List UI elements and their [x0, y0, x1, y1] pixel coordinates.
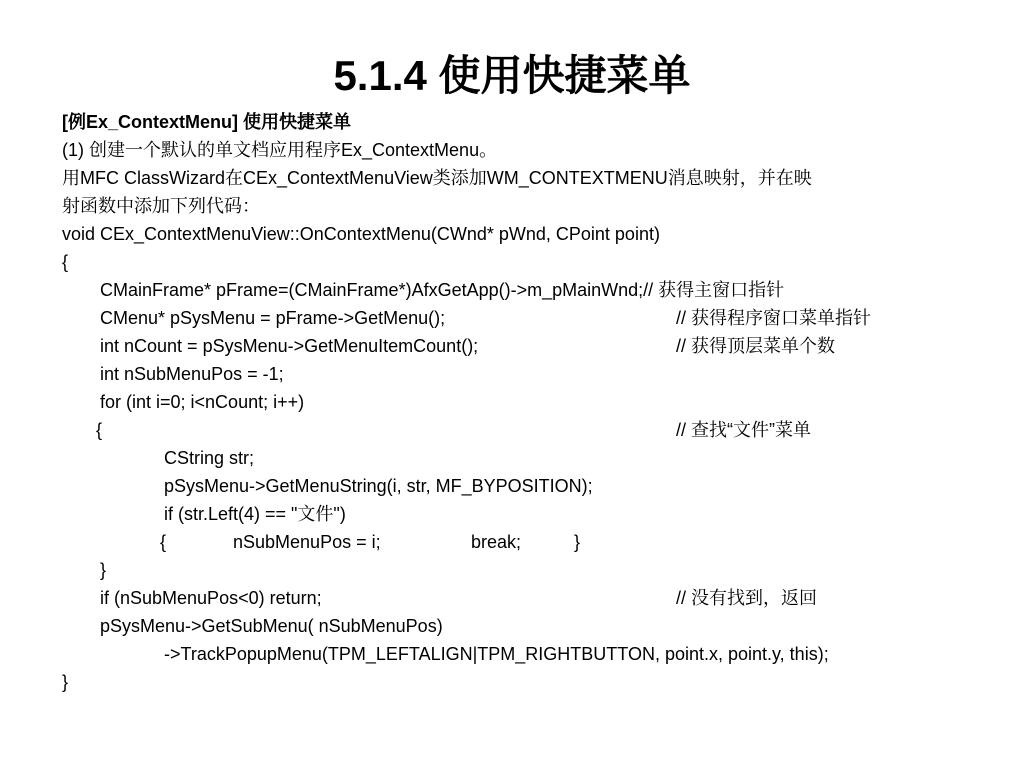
slide-title: 5.1.4 使用快捷菜单: [333, 52, 691, 99]
code-line-mainframe: CMainFrame* pFrame=(CMainFrame*)AfxGetApp()->m_pMainWnd;// 获得主窗口指针: [100, 280, 785, 300]
example-heading: [例Ex_ContextMenu] 使用快捷菜单: [62, 112, 352, 132]
code-line-count: int nCount = pSysMenu->GetMenuItemCount();: [100, 336, 479, 356]
close-brace: }: [62, 672, 69, 692]
function-signature: void CEx_ContextMenuView::OnContextMenu(CWnd* pWnd, CPoint point): [62, 224, 660, 244]
code-line-trackpopup: ->TrackPopupMenu(TPM_LEFTALIGN|TPM_RIGHTBUTTON, point.x, point.y, this);: [164, 644, 829, 664]
for-close-brace: }: [100, 560, 107, 580]
inner-open-brace: {: [160, 532, 167, 552]
instruction-line-1: 用MFC ClassWizard在CEx_ContextMenuView类添加WM_CONTEXTMENU消息映射，并在映: [62, 168, 812, 188]
code-line-submenupos: int nSubMenuPos = -1;: [100, 364, 284, 384]
code-line-for: for (int i=0; i<nCount; i++): [100, 392, 305, 412]
code-line-cstring: CString str;: [164, 448, 255, 468]
code-line-getmenustring: pSysMenu->GetMenuString(i, str, MF_BYPOSITION);: [164, 476, 593, 496]
open-brace: {: [62, 252, 69, 272]
comment-getmenu: // 获得程序窗口菜单指针: [676, 308, 872, 328]
code-line-assign: nSubMenuPos = i;: [233, 532, 381, 552]
step-one-text: (1) 创建一个默认的单文档应用程序Ex_ContextMenu。: [62, 140, 498, 160]
code-line-break: break;: [471, 532, 522, 552]
comment-find-file-menu: // 查找“文件”菜单: [676, 420, 811, 440]
code-line-if-return: if (nSubMenuPos<0) return;: [100, 588, 322, 608]
comment-count: // 获得顶层菜单个数: [676, 336, 836, 356]
code-line-if-left: if (str.Left(4) == "文件"): [164, 504, 346, 524]
comment-not-found: // 没有找到，返回: [676, 588, 818, 608]
instruction-line-2: 射函数中添加下列代码：: [62, 196, 260, 216]
for-open-brace: {: [96, 420, 103, 440]
code-line-getsubmenu: pSysMenu->GetSubMenu( nSubMenuPos): [100, 616, 443, 636]
code-line-getmenu: CMenu* pSysMenu = pFrame->GetMenu();: [100, 308, 446, 328]
inner-close-brace: }: [574, 532, 581, 552]
